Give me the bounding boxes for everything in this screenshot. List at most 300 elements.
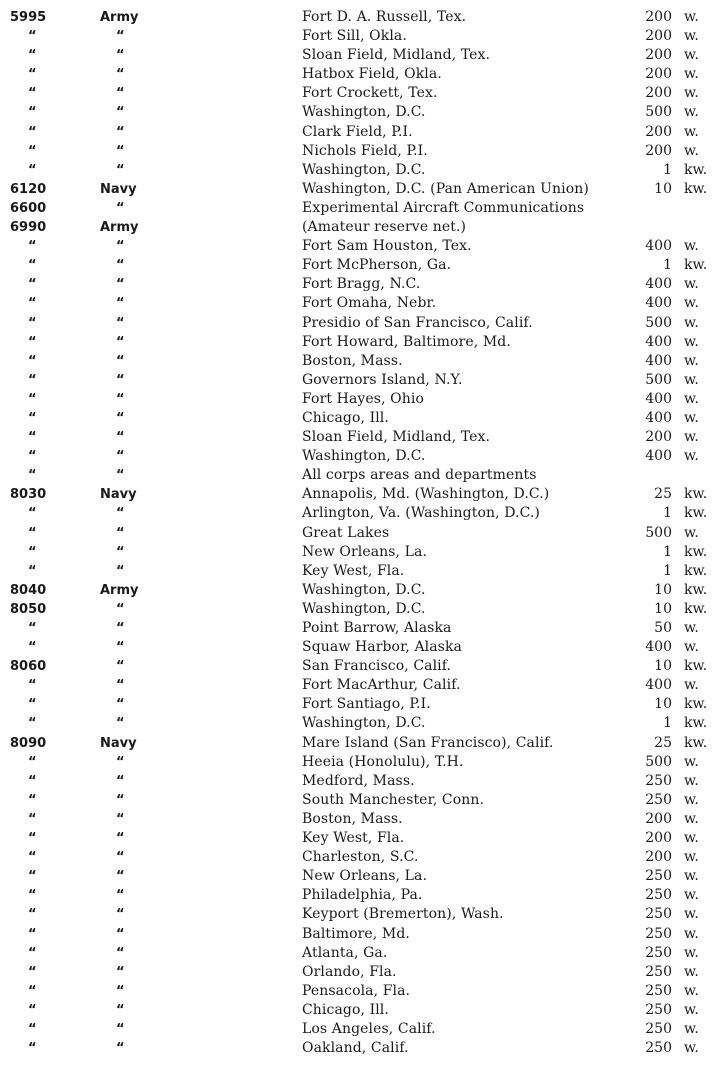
power-cell: 500 <box>645 524 672 541</box>
service-cell: “ <box>116 754 125 770</box>
location-cell: San Francisco, Calif. <box>302 658 452 675</box>
location-cell: Sloan Field, Midland, Tex. <box>302 47 491 64</box>
location-cell: Keyport (Bremerton), Wash. <box>302 906 504 923</box>
location-cell: Los Angeles, Calif. <box>302 1020 436 1037</box>
service-cell: “ <box>116 162 125 178</box>
table-row <box>0 428 727 447</box>
power-unit-cell: kw. <box>684 257 708 274</box>
power-cell: 400 <box>645 352 672 369</box>
power-cell: 400 <box>645 639 672 656</box>
power-unit-cell: w. <box>684 295 699 312</box>
table-row <box>0 142 727 161</box>
table-row <box>0 619 727 638</box>
location-cell: Hatbox Field, Okla. <box>302 66 442 83</box>
station-list <box>0 8 727 1058</box>
frequency-cell: “ <box>28 239 37 255</box>
location-cell: Presidio of San Francisco, Calif. <box>302 314 533 331</box>
frequency-cell: “ <box>28 983 37 999</box>
service-cell: “ <box>116 410 125 426</box>
table-row <box>0 963 727 982</box>
frequency-cell: “ <box>28 525 37 541</box>
location-cell: Key West, Fla. <box>302 562 405 579</box>
service-cell: “ <box>116 258 125 274</box>
table-row <box>0 886 727 905</box>
table-row <box>0 810 727 829</box>
location-cell: Fort Santiago, P.I. <box>302 696 431 713</box>
frequency-cell: “ <box>28 449 37 465</box>
power-cell: 250 <box>645 1040 672 1057</box>
service-cell: “ <box>116 640 125 656</box>
power-unit-cell: w. <box>684 314 699 331</box>
service-cell: Navy <box>100 487 137 503</box>
power-unit-cell: kw. <box>684 734 708 751</box>
table-row <box>0 314 727 333</box>
power-unit-cell: w. <box>684 104 699 121</box>
table-row <box>0 867 727 886</box>
frequency-cell: 6120 <box>10 181 47 197</box>
table-row <box>0 944 727 963</box>
table-row <box>0 65 727 84</box>
table-row <box>0 27 727 46</box>
power-cell: 1 <box>663 161 672 178</box>
power-unit-cell: w. <box>684 620 699 636</box>
power-unit-cell: w. <box>684 352 699 369</box>
service-cell: “ <box>116 200 125 216</box>
power-cell: 250 <box>645 1020 672 1037</box>
power-unit-cell: w. <box>684 409 699 426</box>
frequency-cell: “ <box>28 964 37 980</box>
service-cell: “ <box>116 1002 125 1018</box>
service-cell: “ <box>116 678 125 694</box>
location-cell: Philadelphia, Pa. <box>302 887 423 904</box>
service-cell: “ <box>116 831 125 847</box>
frequency-cell: “ <box>28 907 37 923</box>
frequency-cell: “ <box>28 888 37 904</box>
power-cell: 200 <box>645 85 672 102</box>
service-cell: “ <box>116 334 125 350</box>
service-cell: Army <box>100 10 139 25</box>
power-unit-cell: w. <box>684 868 699 885</box>
service-cell: “ <box>116 296 125 312</box>
power-unit-cell: w. <box>684 390 699 407</box>
power-cell: 250 <box>645 772 672 789</box>
location-cell: Fort MacArthur, Calif. <box>302 677 461 694</box>
power-cell: 1 <box>663 505 672 522</box>
power-cell: 200 <box>645 810 672 827</box>
table-row <box>0 982 727 1001</box>
power-cell: 500 <box>645 314 672 331</box>
location-cell: Arlington, Va. (Washington, D.C.) <box>302 505 540 522</box>
power-unit-cell: kw. <box>684 600 708 617</box>
location-cell: Fort D. A. Russell, Tex. <box>302 9 467 25</box>
power-cell: 1 <box>663 715 672 732</box>
power-unit-cell: w. <box>684 677 699 694</box>
frequency-cell: 8060 <box>10 659 47 675</box>
frequency-cell: “ <box>28 850 37 866</box>
power-cell: 10 <box>654 696 672 713</box>
power-cell: 25 <box>654 734 672 751</box>
power-unit-cell: kw. <box>684 486 708 503</box>
table-row <box>0 791 727 810</box>
power-unit-cell: w. <box>684 887 699 904</box>
table-row <box>0 447 727 466</box>
table-row <box>0 581 727 600</box>
location-cell: Washington, D.C. <box>302 161 426 178</box>
frequency-cell: “ <box>28 945 37 961</box>
table-row <box>0 1039 727 1058</box>
power-cell: 500 <box>645 753 672 770</box>
table-row <box>0 695 727 714</box>
frequency-cell: “ <box>28 277 37 293</box>
service-cell: “ <box>116 544 125 560</box>
location-cell: Key West, Fla. <box>302 830 405 847</box>
table-row <box>0 161 727 180</box>
service-cell: “ <box>116 525 125 541</box>
frequency-cell: “ <box>28 1041 37 1057</box>
location-cell: Fort Howard, Baltimore, Md. <box>302 333 511 350</box>
power-unit-cell: w. <box>684 28 699 45</box>
frequency-cell: “ <box>28 296 37 312</box>
power-cell: 250 <box>645 963 672 980</box>
frequency-cell: “ <box>28 716 37 732</box>
table-row <box>0 8 727 27</box>
table-row <box>0 180 727 199</box>
power-cell: 400 <box>645 390 672 407</box>
table-row <box>0 524 727 543</box>
service-cell: “ <box>116 792 125 808</box>
location-cell: Baltimore, Md. <box>302 925 410 942</box>
service-cell: “ <box>116 430 125 446</box>
service-cell: “ <box>116 907 125 923</box>
frequency-cell: “ <box>28 1021 37 1037</box>
table-row <box>0 600 727 619</box>
power-cell: 25 <box>654 486 672 503</box>
frequency-cell: “ <box>28 678 37 694</box>
service-cell: “ <box>116 315 125 331</box>
location-cell: Great Lakes <box>302 524 390 541</box>
frequency-cell: “ <box>28 391 37 407</box>
location-cell: Chicago, Ill. <box>302 1001 389 1018</box>
table-row <box>0 237 727 256</box>
service-cell: “ <box>116 716 125 732</box>
table-row <box>0 543 727 562</box>
location-cell: Fort Sam Houston, Tex. <box>302 238 472 255</box>
power-cell: 400 <box>645 276 672 293</box>
table-row <box>0 256 727 275</box>
frequency-cell: “ <box>28 48 37 64</box>
frequency-cell: “ <box>28 621 37 636</box>
power-unit-cell: w. <box>684 810 699 827</box>
location-cell: Atlanta, Ga. <box>302 944 388 961</box>
frequency-cell: 8040 <box>10 582 47 598</box>
power-cell: 200 <box>645 429 672 446</box>
location-cell: Fort Hayes, Ohio <box>302 390 424 407</box>
table-row <box>0 562 727 581</box>
power-unit-cell: w. <box>684 639 699 656</box>
power-unit-cell: w. <box>684 1020 699 1037</box>
frequency-cell: “ <box>28 811 37 827</box>
power-unit-cell: w. <box>684 47 699 64</box>
table-row <box>0 1001 727 1020</box>
table-row <box>0 504 727 523</box>
frequency-cell: “ <box>28 162 37 178</box>
power-unit-cell: w. <box>684 830 699 847</box>
power-cell: 50 <box>654 620 672 636</box>
location-cell: Fort Sill, Okla. <box>302 28 407 45</box>
service-cell: “ <box>116 621 125 636</box>
frequency-cell: “ <box>28 869 37 885</box>
table-row <box>0 657 727 676</box>
power-unit-cell: kw. <box>684 715 708 732</box>
power-unit-cell: w. <box>684 66 699 83</box>
power-cell: 250 <box>645 906 672 923</box>
frequency-cell: “ <box>28 773 37 789</box>
frequency-cell: “ <box>28 124 37 140</box>
frequency-cell: “ <box>28 67 37 83</box>
service-cell: “ <box>116 1021 125 1037</box>
location-cell: Mare Island (San Francisco), Calif. <box>302 734 554 751</box>
frequency-cell: “ <box>28 754 37 770</box>
table-row <box>0 925 727 944</box>
service-cell: “ <box>116 850 125 866</box>
power-unit-cell: kw. <box>684 696 708 713</box>
location-cell: Washington, D.C. <box>302 581 426 598</box>
service-cell: “ <box>116 869 125 885</box>
location-cell: Fort McPherson, Ga. <box>302 257 452 274</box>
power-cell: 10 <box>654 180 672 197</box>
frequency-cell: “ <box>28 315 37 331</box>
power-cell: 250 <box>645 791 672 808</box>
table-row <box>0 734 727 753</box>
power-unit-cell: kw. <box>684 180 708 197</box>
power-unit-cell: w. <box>684 371 699 388</box>
location-cell: South Manchester, Conn. <box>302 791 485 808</box>
power-unit-cell: w. <box>684 85 699 102</box>
service-cell: “ <box>116 86 125 102</box>
location-cell: Boston, Mass. <box>302 810 403 827</box>
service-cell: “ <box>116 1041 125 1057</box>
service-cell: “ <box>116 105 125 121</box>
location-cell: Fort Omaha, Nebr. <box>302 295 437 312</box>
table-row <box>0 848 727 867</box>
power-unit-cell: w. <box>684 524 699 541</box>
location-cell: Pensacola, Fla. <box>302 982 411 999</box>
frequency-cell: “ <box>28 563 37 579</box>
location-cell: Point Barrow, Alaska <box>302 620 452 636</box>
power-cell: 200 <box>645 9 672 25</box>
location-cell: Washington, D.C. <box>302 715 426 732</box>
service-cell: Navy <box>100 181 137 197</box>
power-unit-cell: w. <box>684 944 699 961</box>
frequency-cell: “ <box>28 105 37 121</box>
service-cell: “ <box>116 659 125 675</box>
table-row <box>0 1020 727 1039</box>
power-cell: 1 <box>663 257 672 274</box>
table-row <box>0 123 727 142</box>
power-cell: 500 <box>645 371 672 388</box>
power-cell: 400 <box>645 238 672 255</box>
table-row <box>0 485 727 504</box>
service-cell: “ <box>116 391 125 407</box>
power-cell: 250 <box>645 925 672 942</box>
frequency-cell: “ <box>28 86 37 102</box>
service-cell: “ <box>116 926 125 942</box>
table-row <box>0 46 727 65</box>
power-cell: 400 <box>645 295 672 312</box>
service-cell: “ <box>116 67 125 83</box>
table-row <box>0 638 727 657</box>
location-cell: Fort Crockett, Tex. <box>302 85 438 102</box>
frequency-cell: “ <box>28 544 37 560</box>
location-cell: Orlando, Fla. <box>302 963 397 980</box>
power-unit-cell: w. <box>684 906 699 923</box>
power-cell: 10 <box>654 658 672 675</box>
table-row <box>0 390 727 409</box>
power-unit-cell: w. <box>684 1040 699 1057</box>
power-cell: 200 <box>645 47 672 64</box>
location-cell: Annapolis, Md. (Washington, D.C.) <box>302 486 550 503</box>
service-cell: “ <box>116 48 125 64</box>
power-unit-cell: w. <box>684 9 699 25</box>
frequency-cell: “ <box>28 792 37 808</box>
frequency-cell: 8090 <box>10 735 47 751</box>
power-unit-cell: w. <box>684 448 699 465</box>
power-cell: 250 <box>645 868 672 885</box>
table-row <box>0 199 727 218</box>
service-cell: “ <box>116 29 125 45</box>
power-unit-cell: w. <box>684 333 699 350</box>
service-cell: “ <box>116 372 125 388</box>
service-cell: “ <box>116 983 125 999</box>
location-cell: Chicago, Ill. <box>302 409 389 426</box>
location-cell: Clark Field, P.I. <box>302 123 413 140</box>
power-unit-cell: w. <box>684 123 699 140</box>
service-cell: “ <box>116 945 125 961</box>
power-unit-cell: kw. <box>684 581 708 598</box>
table-row <box>0 409 727 428</box>
location-cell: New Orleans, La. <box>302 543 428 560</box>
frequency-cell: “ <box>28 926 37 942</box>
power-cell: 250 <box>645 944 672 961</box>
frequency-cell: “ <box>28 372 37 388</box>
location-cell: Washington, D.C. <box>302 600 426 617</box>
power-unit-cell: w. <box>684 849 699 866</box>
table-row <box>0 84 727 103</box>
frequency-cell: “ <box>28 143 37 159</box>
service-cell: “ <box>116 143 125 159</box>
frequency-cell: “ <box>28 353 37 369</box>
power-cell: 200 <box>645 123 672 140</box>
frequency-cell: 8030 <box>10 487 47 503</box>
power-unit-cell: w. <box>684 429 699 446</box>
service-cell: “ <box>116 773 125 789</box>
table-row <box>0 275 727 294</box>
service-cell: “ <box>116 353 125 369</box>
power-cell: 250 <box>645 982 672 999</box>
table-row <box>0 714 727 733</box>
service-cell: “ <box>116 124 125 140</box>
frequency-cell: “ <box>28 468 37 484</box>
frequency-cell: “ <box>28 506 37 522</box>
power-cell: 400 <box>645 448 672 465</box>
table-row <box>0 218 727 237</box>
power-unit-cell: kw. <box>684 505 708 522</box>
frequency-cell: “ <box>28 697 37 713</box>
power-cell: 250 <box>645 887 672 904</box>
location-cell: Governors Island, N.Y. <box>302 371 463 388</box>
location-cell: Medford, Mass. <box>302 772 415 789</box>
table-row <box>0 371 727 390</box>
service-cell: “ <box>116 601 125 617</box>
power-unit-cell: kw. <box>684 658 708 675</box>
service-cell: “ <box>116 888 125 904</box>
power-unit-cell: w. <box>684 142 699 159</box>
location-cell: Squaw Harbor, Alaska <box>302 639 462 656</box>
power-cell: 250 <box>645 1001 672 1018</box>
frequency-cell: “ <box>28 430 37 446</box>
location-cell: Washington, D.C. (Pan American Union) <box>302 180 589 197</box>
frequency-cell: “ <box>28 258 37 274</box>
service-cell: “ <box>116 506 125 522</box>
service-cell: “ <box>116 468 125 484</box>
power-unit-cell: w. <box>684 1001 699 1018</box>
table-row <box>0 676 727 695</box>
power-cell: 200 <box>645 28 672 45</box>
power-unit-cell: kw. <box>684 543 708 560</box>
table-row <box>0 829 727 848</box>
power-unit-cell: w. <box>684 982 699 999</box>
location-cell: Oakland, Calif. <box>302 1040 409 1057</box>
power-cell: 200 <box>645 849 672 866</box>
location-cell: Sloan Field, Midland, Tex. <box>302 429 491 446</box>
service-cell: “ <box>116 563 125 579</box>
power-cell: 1 <box>663 543 672 560</box>
location-cell: All corps areas and departments <box>302 467 537 484</box>
power-cell: 400 <box>645 333 672 350</box>
frequency-cell: 6600 <box>10 200 47 216</box>
location-cell: Fort Bragg, N.C. <box>302 276 421 293</box>
table-row <box>0 294 727 313</box>
power-unit-cell: kw. <box>684 161 708 178</box>
table-row <box>0 103 727 122</box>
power-unit-cell: w. <box>684 276 699 293</box>
power-cell: 500 <box>645 104 672 121</box>
table-row <box>0 333 727 352</box>
location-cell: New Orleans, La. <box>302 868 428 885</box>
location-cell: Washington, D.C. <box>302 104 426 121</box>
power-unit-cell: w. <box>684 963 699 980</box>
power-cell: 10 <box>654 581 672 598</box>
location-cell: Boston, Mass. <box>302 352 403 369</box>
location-cell: Experimental Aircraft Communications <box>302 199 585 216</box>
frequency-cell: 5995 <box>10 10 47 25</box>
power-cell: 200 <box>645 66 672 83</box>
frequency-cell: “ <box>28 640 37 656</box>
service-cell: Army <box>100 582 139 598</box>
service-cell: Navy <box>100 735 137 751</box>
service-cell: “ <box>116 697 125 713</box>
power-unit-cell: w. <box>684 238 699 255</box>
service-cell: “ <box>116 277 125 293</box>
frequency-cell: 6990 <box>10 220 47 236</box>
power-cell: 400 <box>645 409 672 426</box>
location-cell: Charleston, S.C. <box>302 849 419 866</box>
service-cell: Army <box>100 220 139 236</box>
frequency-cell: “ <box>28 334 37 350</box>
power-unit-cell: w. <box>684 753 699 770</box>
power-cell: 400 <box>645 677 672 694</box>
service-cell: “ <box>116 811 125 827</box>
